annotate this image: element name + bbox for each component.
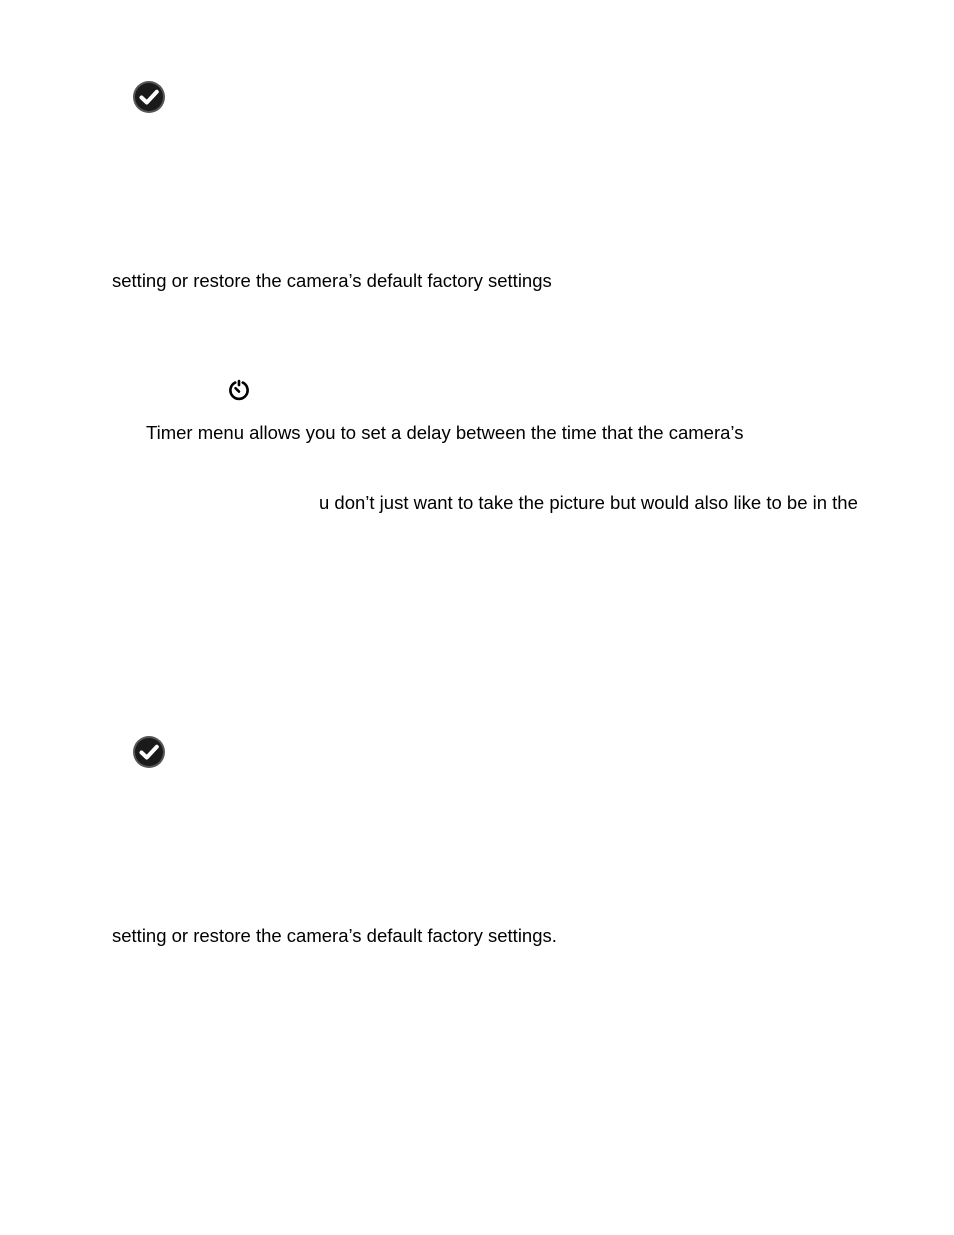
check-circle-icon: [132, 80, 166, 114]
factory-settings-text-1: setting or restore the camera’s default factory settings: [112, 270, 552, 291]
self-timer-icon: [227, 378, 251, 402]
factory-settings-text-2: setting or restore the camera’s default factory settings.: [112, 925, 557, 946]
check-circle-icon: [132, 735, 166, 769]
timer-usage-text: u don’t just want to take the picture but would also like to be in the: [319, 492, 858, 513]
timer-menu-description: Timer menu allows you to set a delay between the time that the camera’s: [146, 422, 744, 443]
